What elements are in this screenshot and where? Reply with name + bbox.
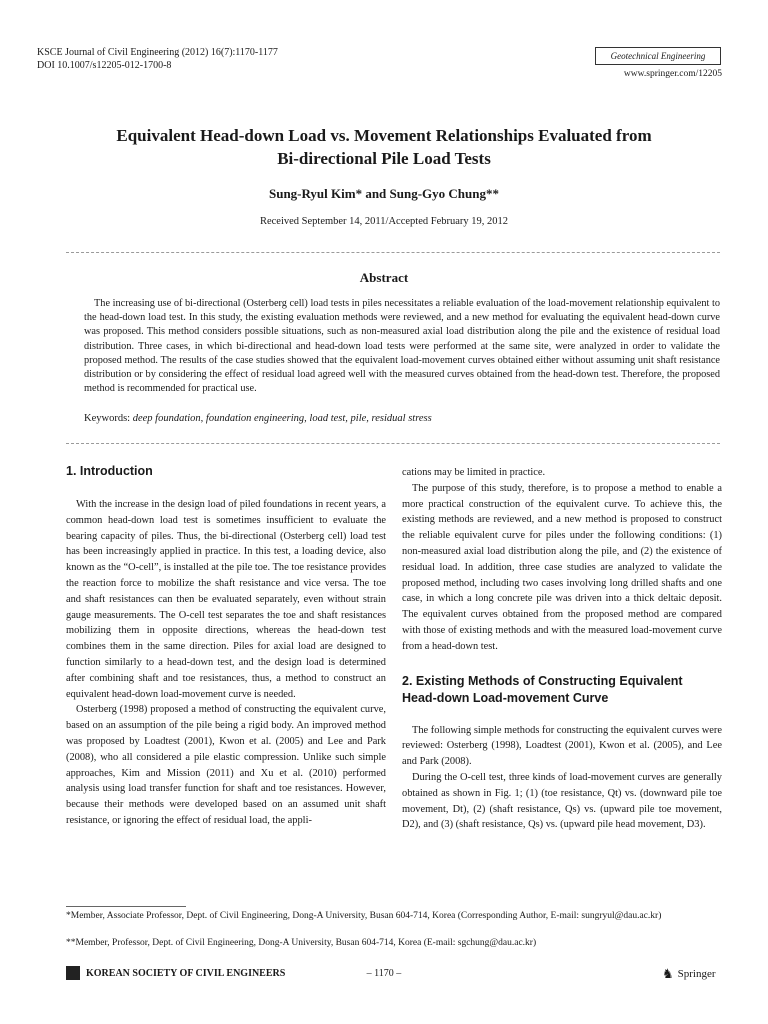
page-number: – 1170 – [366, 968, 402, 979]
abstract-heading: Abstract [359, 270, 409, 285]
abstract-text: The increasing use of bi-directional (Osterberg cell) load tests in piles necessitates a reliable evaluation of the load-movement relationship equivalent to the head-down load test. In this study, the existing evaluation methods were reviewed, and a new method for evaluating the equivalent head-down curve was proposed. This method considers possible situations, such as non-measured axial load distribution along the pile and the existence of residual load distribution. Three cases, in which bi-directional and head-down load tests were performed at the same site, were analyzed in order to validate the proposed method. The results of the case studies showed that the equivalent load-movement curves obtained either without assuming unit shaft resistance distribution or by considering the effect of residual load agreed well with the measured curves obtained from the head-down test. Therefore, the proposed method is recommended for practical use. [84, 298, 720, 395]
intro-paragraph-3: The purpose of this study, therefore, is to propose a method to enable a more practical construction of the equivalent curve. To achieve this, the existing methods are reviewed, and a new method is proposed to construct the reliable equivalent curve for piles under the following conditions: (1) non-measured axial load distribution along the pile, and (2) the existence of residual load. In addition, three case studies are analyzed to validate the proposed method, including two cases involving long drilled shafts and one case, in which a long concrete pile was driven into a thick deltaic deposit. The equivalent curves obtained from the proposed method are compared with those of existing methods and with the measured load-movement curve from a head-down test. [402, 482, 722, 652]
right-column [402, 465, 722, 833]
springer-horse-icon: ♞ [662, 966, 674, 981]
section-heading-line-2: Head-down Load-movement Curve [402, 690, 609, 705]
keywords-label: Keywords: [84, 413, 131, 424]
footnote-1: *Member, Associate Professor, Dept. of Civil Engineering, Dong-A University, Busan 604-714, Korea (Corresponding Author, E-mail: sungryul@dau.ac.kr) [66, 911, 662, 921]
divider-bottom [66, 443, 720, 444]
journal-header [37, 46, 278, 72]
springer-logo [662, 966, 716, 982]
intro-paragraph-2: Osterberg (1998) proposed a method of constructing the equivalent curve, based on an assumption of the pile being a rigid body. An improved method was proposed by Loadtest (2001), Kwon et al. (2005) and Lee and Park (2008), who all considered a pile elastic compression. Unlike such simple approaches, Kim and Mission (2011) and Xu et al. (2010) performed analysis using load transfer function for shaft and toe resistances. However, because their methods were developed based on an assumed unit shaft resistance, or ignoring the effect of residual load, the appli- [66, 704, 386, 826]
section-heading-existing-methods [402, 673, 722, 707]
journal-citation: KSCE Journal of Civil Engineering (2012) 16(7):1170-1177 [37, 47, 278, 58]
authors: Sung-Ryul Kim* and Sung-Gyo Chung** [268, 186, 499, 201]
divider-top [66, 252, 720, 253]
section-heading-line-1: 2. Existing Methods of Constructing Equivalent [402, 673, 683, 688]
society-name: KOREAN SOCIETY OF CIVIL ENGINEERS [86, 967, 286, 979]
journal-url[interactable]: www.springer.com/12205 [623, 69, 722, 79]
paper-title [60, 124, 708, 170]
section-badge: Geotechnical Engineering [595, 47, 721, 65]
left-column [66, 463, 386, 829]
methods-paragraph-2: During the O-cell test, three kinds of load-movement curves are generally obtained as shown in Fig. 1; (1) (toe resistance, Qt) vs. (downward pile toe movement, Dt), (2) (shaft resistance, Qs) vs. (upward pile toe movement, D2), and (3) (shaft resistance, Qs) vs. (upward pile head movement, D3). [402, 771, 722, 831]
title-line-1: Equivalent Head-down Load vs. Movement Relationships Evaluated from [116, 126, 652, 145]
society-footer [66, 966, 285, 980]
keywords-list: deep foundation, foundation engineering, load test, pile, residual stress [132, 413, 432, 424]
title-line-2: Bi-directional Pile Load Tests [277, 149, 491, 168]
footnote-rule [66, 906, 186, 907]
keywords [84, 413, 720, 424]
footnote-2: **Member, Professor, Dept. of Civil Engineering, Dong-A University, Busan 604-714, Korea (E-mail: sgchung@dau.ac.kr) [66, 938, 537, 948]
received-date: Received September 14, 2011/Accepted February 19, 2012 [259, 216, 509, 227]
section-heading-introduction: 1. Introduction [66, 464, 153, 478]
methods-paragraph-1: The following simple methods for constructing the equivalent curves were reviewed: Osterberg (1998), Loadtest (2001), Kwon et al. (2005), and Lee and Park (2008). [402, 724, 722, 768]
intro-continuation: cations may be limited in practice. [402, 467, 546, 478]
publisher-name: Springer [677, 968, 716, 980]
ksce-logo-icon [66, 966, 80, 980]
intro-paragraph-1: With the increase in the design load of piled foundations in recent years, a common head-down load test is sometimes insufficient to evaluate the bearing capacity of piles. Thus, the bi-directional (Osterberg cell) load test has been increasingly applied in practice. In this test, a loading device, also known as the “O-cell”, is installed at the pile toe. The toe resistance provides the reaction force to mobilize the shaft resistance and vice versa. The toe and shaft resistances can then be evaluated separately, even without strain gauge measurements. The O-cell test separates the toe and shaft resistances mobilizing them in opposite directions, whereas the head-down test combines them in the same direction. Piles for axial load are designed to function similarly to a head-down test, and the design load is determined after combining shaft and toe resistances, thus, a method to construct an equivalent head-down load-movement curve is needed. [66, 499, 386, 700]
doi: DOI 10.1007/s12205-012-1700-8 [37, 60, 172, 71]
